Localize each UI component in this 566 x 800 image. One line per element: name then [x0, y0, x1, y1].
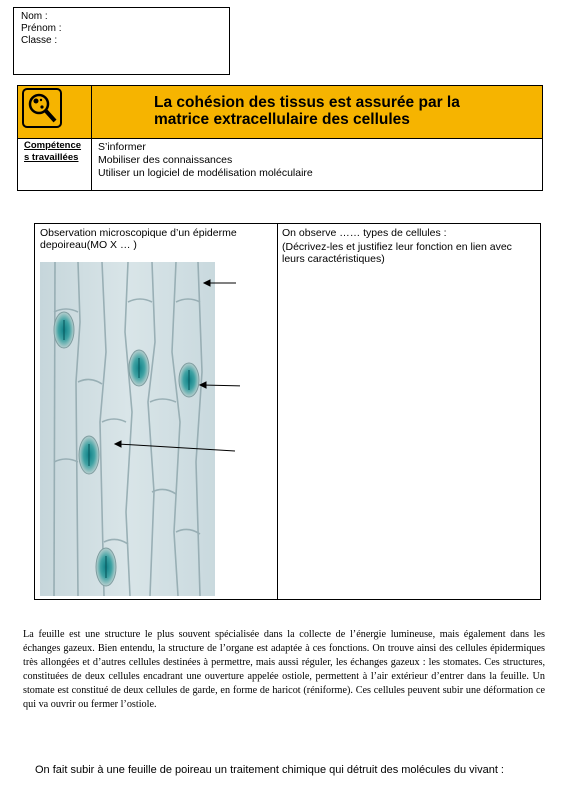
- competences-label-line-2: s travaillées: [24, 152, 79, 163]
- cell-types-prompt: On observe …… types de cellules :: [282, 227, 447, 239]
- arrow-head-middle: [200, 382, 206, 388]
- prenom-field-label: Prénom :: [21, 23, 62, 34]
- observation-table: [34, 223, 541, 600]
- column-divider: [277, 224, 278, 599]
- cell-types-instruction: (Décrivez-les et justifiez leur fonction en lien avec leurs caractéristiques): [282, 241, 512, 265]
- body-paragraph: La feuille est une structure le plus souvent spécialisée dans la collecte de l’énergie lumineuse, mais également dans les échanges gazeux. Bien entendu, la structure de l’organe est adaptée à ces fonctions. On trouve ainsi des cellules épidermiques très allongées et d’autres cellules destinées à permettre, mais aussi réguler, les échanges gazeux : les stomates. Ces structures, constituées de deux cellules encadrant une ouverture appelée ostiole, permettent à l’air extérieur d’entrer dans la feuille. Un stomate est constitué de deux cellules de garde, en forme de haricot (réniforme). Ces cellules peuvent subir une déformation ce qui va ouvrir ou fermer l’ostiole.: [23, 629, 545, 710]
- next-instruction: On fait subir à une feuille de poireau un traitement chimique qui détruit des molécules du vivant :: [35, 764, 504, 776]
- classe-field-label: Classe :: [21, 35, 58, 46]
- logo-cell: [18, 86, 92, 139]
- competence-item: Mobiliser des connaissances: [98, 154, 233, 166]
- arrow-head-bottom: [115, 441, 121, 447]
- microscope-caption-line-2: depoireau(MO X … ): [40, 239, 137, 251]
- microscope-caption: [40, 227, 270, 251]
- activity-header-table: [17, 85, 543, 191]
- microscope-caption-line-1: Observation microscopique d’un épiderme: [40, 227, 237, 239]
- competence-item: Utiliser un logiciel de modélisation moléculaire: [98, 167, 313, 179]
- arrow-head-top: [204, 280, 210, 286]
- competence-item: S’informer: [98, 141, 146, 153]
- annotation-arrows: [110, 274, 240, 474]
- student-identity-box: [13, 7, 230, 75]
- nom-field-label: Nom :: [21, 11, 48, 22]
- competences-label: [24, 140, 81, 164]
- competences-label-line-1: Compétence: [24, 140, 82, 151]
- title-line-1: La cohésion des tissus est assurée par la: [154, 94, 460, 111]
- competences-list: [98, 141, 313, 180]
- microscope-cell-icon: [22, 88, 62, 128]
- competences-label-cell: [18, 139, 92, 190]
- title-line-2: matrice extracellulaire des cellules: [154, 111, 410, 128]
- title-cell: [92, 86, 542, 139]
- page-title: [154, 94, 460, 128]
